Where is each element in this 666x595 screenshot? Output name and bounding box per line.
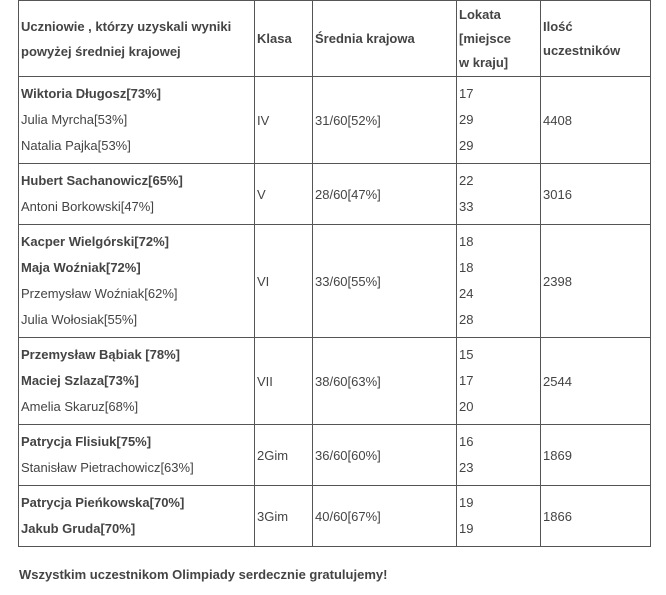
students-cell — [19, 77, 255, 164]
header-rank-line: w kraju] — [459, 55, 509, 70]
rank-cell — [457, 338, 541, 425]
rank-cell — [457, 225, 541, 338]
class-cell: V — [255, 164, 313, 225]
header-rank — [457, 1, 541, 77]
student-name: Hubert Sachanowicz[65%] — [21, 173, 183, 188]
class-cell: IV — [255, 77, 313, 164]
header-students: Uczniowie , którzy uzyskali wyniki powyżej średniej krajowej — [19, 1, 255, 77]
students-cell — [19, 338, 255, 425]
average-cell: 28/60[47%] — [313, 164, 457, 225]
student-name: Patrycja Pieńkowska[70%] — [21, 495, 185, 510]
participants-cell: 4408 — [541, 77, 651, 164]
students-cell — [19, 164, 255, 225]
students-cell — [19, 486, 255, 547]
student-rank: 24 — [459, 286, 474, 301]
congratulations-text: Wszystkim uczestnikom Olimpiady serdecznie gratulujemy! — [19, 567, 388, 582]
table-row — [19, 425, 651, 486]
student-rank: 18 — [459, 234, 474, 249]
student-rank: 19 — [459, 521, 474, 536]
student-name: Wiktoria Długosz[73%] — [21, 86, 162, 101]
average-cell: 33/60[55%] — [313, 225, 457, 338]
students-cell — [19, 225, 255, 338]
rank-cell — [457, 486, 541, 547]
student-name: Julia Wołosiak[55%] — [21, 312, 138, 327]
student-name: Maciej Szlaza[73%] — [21, 373, 139, 388]
student-rank: 16 — [459, 434, 474, 449]
student-rank: 22 — [459, 173, 474, 188]
table-row — [19, 486, 651, 547]
header-class: Klasa — [255, 1, 313, 77]
student-rank: 15 — [459, 347, 474, 362]
participants-cell: 1869 — [541, 425, 651, 486]
header-participants-line: uczestników — [543, 42, 621, 58]
student-rank: 17 — [459, 86, 474, 101]
students-cell — [19, 425, 255, 486]
participants-cell: 3016 — [541, 164, 651, 225]
student-name: Amelia Skaruz[68%] — [21, 399, 139, 414]
table-row — [19, 164, 651, 225]
student-rank: 17 — [459, 373, 474, 388]
results-table — [18, 0, 651, 547]
student-rank: 18 — [459, 260, 474, 275]
rank-cell — [457, 77, 541, 164]
table-row — [19, 77, 651, 164]
participants-cell: 1866 — [541, 486, 651, 547]
header-average: Średnia krajowa — [313, 1, 457, 77]
average-cell: 38/60[63%] — [313, 338, 457, 425]
student-rank: 33 — [459, 199, 474, 214]
student-rank: 23 — [459, 460, 474, 475]
class-cell: 3Gim — [255, 486, 313, 547]
header-rank-line: [miejsce — [459, 31, 512, 46]
student-rank: 20 — [459, 399, 474, 414]
average-cell: 36/60[60%] — [313, 425, 457, 486]
student-rank: 28 — [459, 312, 474, 327]
average-cell: 40/60[67%] — [313, 486, 457, 547]
student-rank: 19 — [459, 495, 474, 510]
class-cell: VI — [255, 225, 313, 338]
average-cell: 31/60[52%] — [313, 77, 457, 164]
student-name: Przemysław Woźniak[62%] — [21, 286, 178, 301]
student-rank: 29 — [459, 112, 474, 127]
student-name: Natalia Pajka[53%] — [21, 138, 131, 153]
student-name: Jakub Gruda[70%] — [21, 521, 136, 536]
table-row — [19, 338, 651, 425]
table-row — [19, 225, 651, 338]
student-name: Antoni Borkowski[47%] — [21, 199, 154, 214]
student-name: Julia Myrcha[53%] — [21, 112, 128, 127]
header-rank-line: Lokata — [459, 7, 501, 22]
student-name: Kacper Wielgórski[72%] — [21, 234, 169, 249]
student-name: Stanisław Pietrachowicz[63%] — [21, 460, 194, 475]
header-participants-line: Ilość — [543, 18, 573, 34]
student-rank: 29 — [459, 138, 474, 153]
participants-cell: 2544 — [541, 338, 651, 425]
header-participants — [541, 1, 651, 77]
header-row — [19, 1, 651, 77]
participants-cell: 2398 — [541, 225, 651, 338]
student-name: Patrycja Flisiuk[75%] — [21, 434, 152, 449]
student-name: Maja Woźniak[72%] — [21, 260, 141, 275]
rank-cell — [457, 164, 541, 225]
class-cell: VII — [255, 338, 313, 425]
student-name: Przemysław Bąbiak [78%] — [21, 347, 180, 362]
rank-cell — [457, 425, 541, 486]
class-cell: 2Gim — [255, 425, 313, 486]
